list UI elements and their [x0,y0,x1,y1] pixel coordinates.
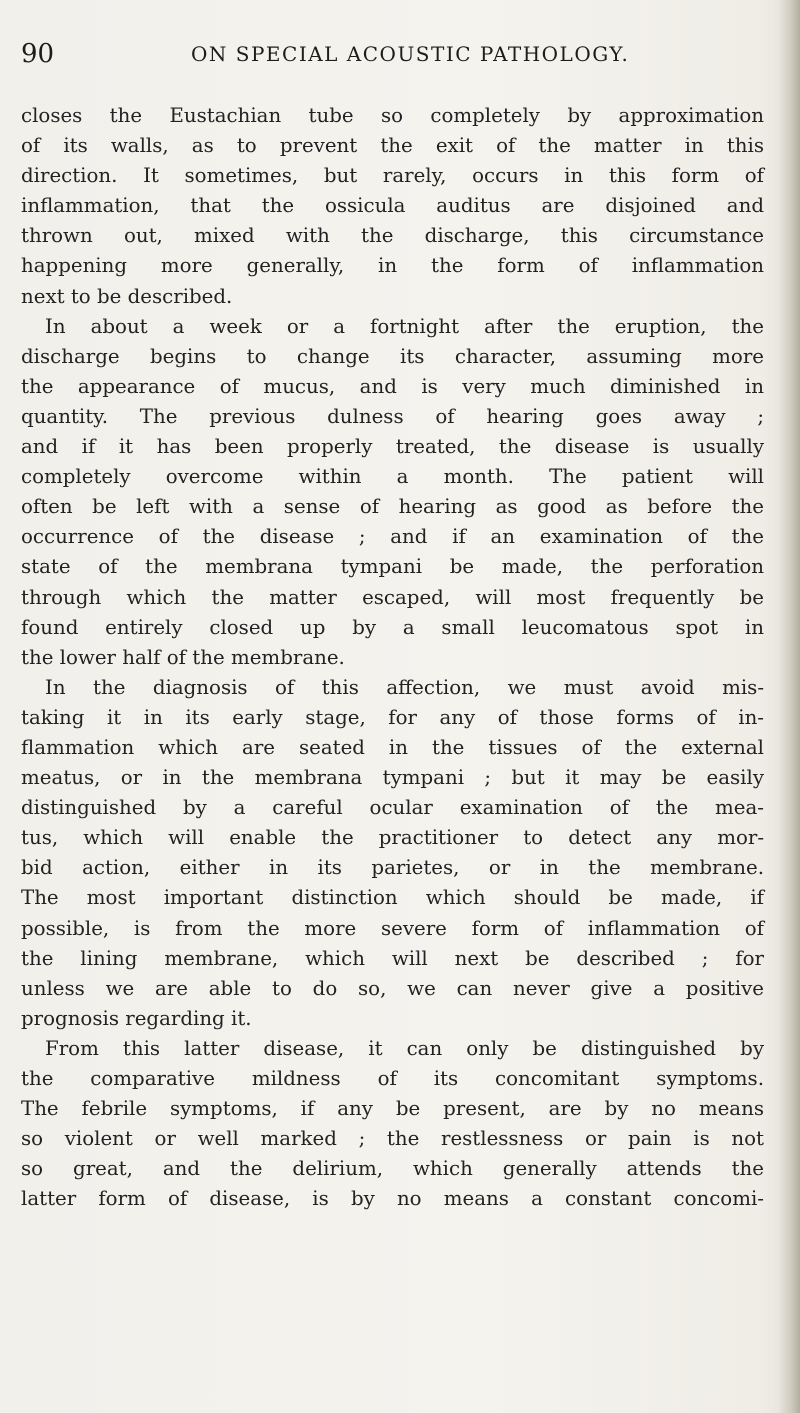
text-line: direction. It sometimes, but rarely, occurs in this form of [21,164,764,188]
text-line: so violent or well marked ; the restlessness or pain is not [21,1127,764,1151]
text-line: and if it has been properly treated, the disease is usually [21,435,764,459]
text-line: thrown out, mixed with the discharge, this circumstance [21,224,764,248]
text-line: often be left with a sense of hearing as good as before the [21,495,764,519]
text-line: In the diagnosis of this affection, we must avoid mis- [45,675,764,699]
text-line: closes the Eustachian tube so completely by approximation [21,104,764,127]
text-line: distinguished by a careful ocular examination of the mea- [21,796,764,820]
page-header [21,36,761,72]
text-line: discharge begins to change its character, assuming more [21,344,764,368]
text-line: taking it in its early stage, for any of those forms of in- [21,705,764,729]
text-line: latter form of disease, is by no means a constant concomi- [21,1187,764,1211]
text-line: From this latter disease, it can only be distinguished by [45,1036,764,1060]
text-line: The febrile symptoms, if any be present, are by no means [21,1097,764,1121]
text-line: next to be described. [21,284,233,308]
text-line: the lower half of the membrane. [21,645,345,669]
text-line: In about a week or a fortnight after the eruption, the [45,314,764,338]
text-line: state of the membrana tympani be made, the perforation [21,555,764,579]
text-line: unless we are able to do so, we can never give a positive [21,976,764,1000]
text-line: the lining membrane, which will next be described ; for [21,946,764,970]
text-line: through which the matter escaped, will most frequently be [21,585,764,609]
text-line: meatus, or in the membrana tympani ; but it may be easily [21,766,764,790]
text-line: occurrence of the disease ; and if an examination of the [21,525,764,549]
page-number: 90 [21,39,55,69]
text-line: happening more generally, in the form of inflammation [21,254,764,278]
text-line: possible, is from the more severe form of inflammation of [21,916,764,940]
body-text [21,101,764,1214]
text-line: the comparative mildness of its concomitant symptoms. [21,1067,764,1090]
text-line: inflammation, that the ossicula auditus are disjoined and [21,194,764,218]
text-line: quantity. The previous dulness of hearing goes away ; [21,404,764,428]
text-line: found entirely closed up by a small leucomatous spot in [21,615,764,639]
text-line: of its walls, as to prevent the exit of the matter in this [21,134,764,158]
text-line: The most important distinction which should be made, if [21,886,764,910]
text-line: bid action, either in its parietes, or in the membrane. [21,856,764,880]
page-edge-shadow [778,0,800,1413]
text-line: tus, which will enable the practitioner to detect any mor- [21,826,764,850]
text-line: so great, and the delirium, which generally attends the [21,1157,764,1181]
text-line: completely overcome within a month. The patient will [21,465,764,489]
running-title: ON SPECIAL ACOUSTIC PATHOLOGY. [191,42,630,66]
text-line: flammation which are seated in the tissues of the external [21,735,764,759]
text-line: the appearance of mucus, and is very much diminished in [21,374,764,398]
text-line: prognosis regarding it. [21,1006,252,1030]
